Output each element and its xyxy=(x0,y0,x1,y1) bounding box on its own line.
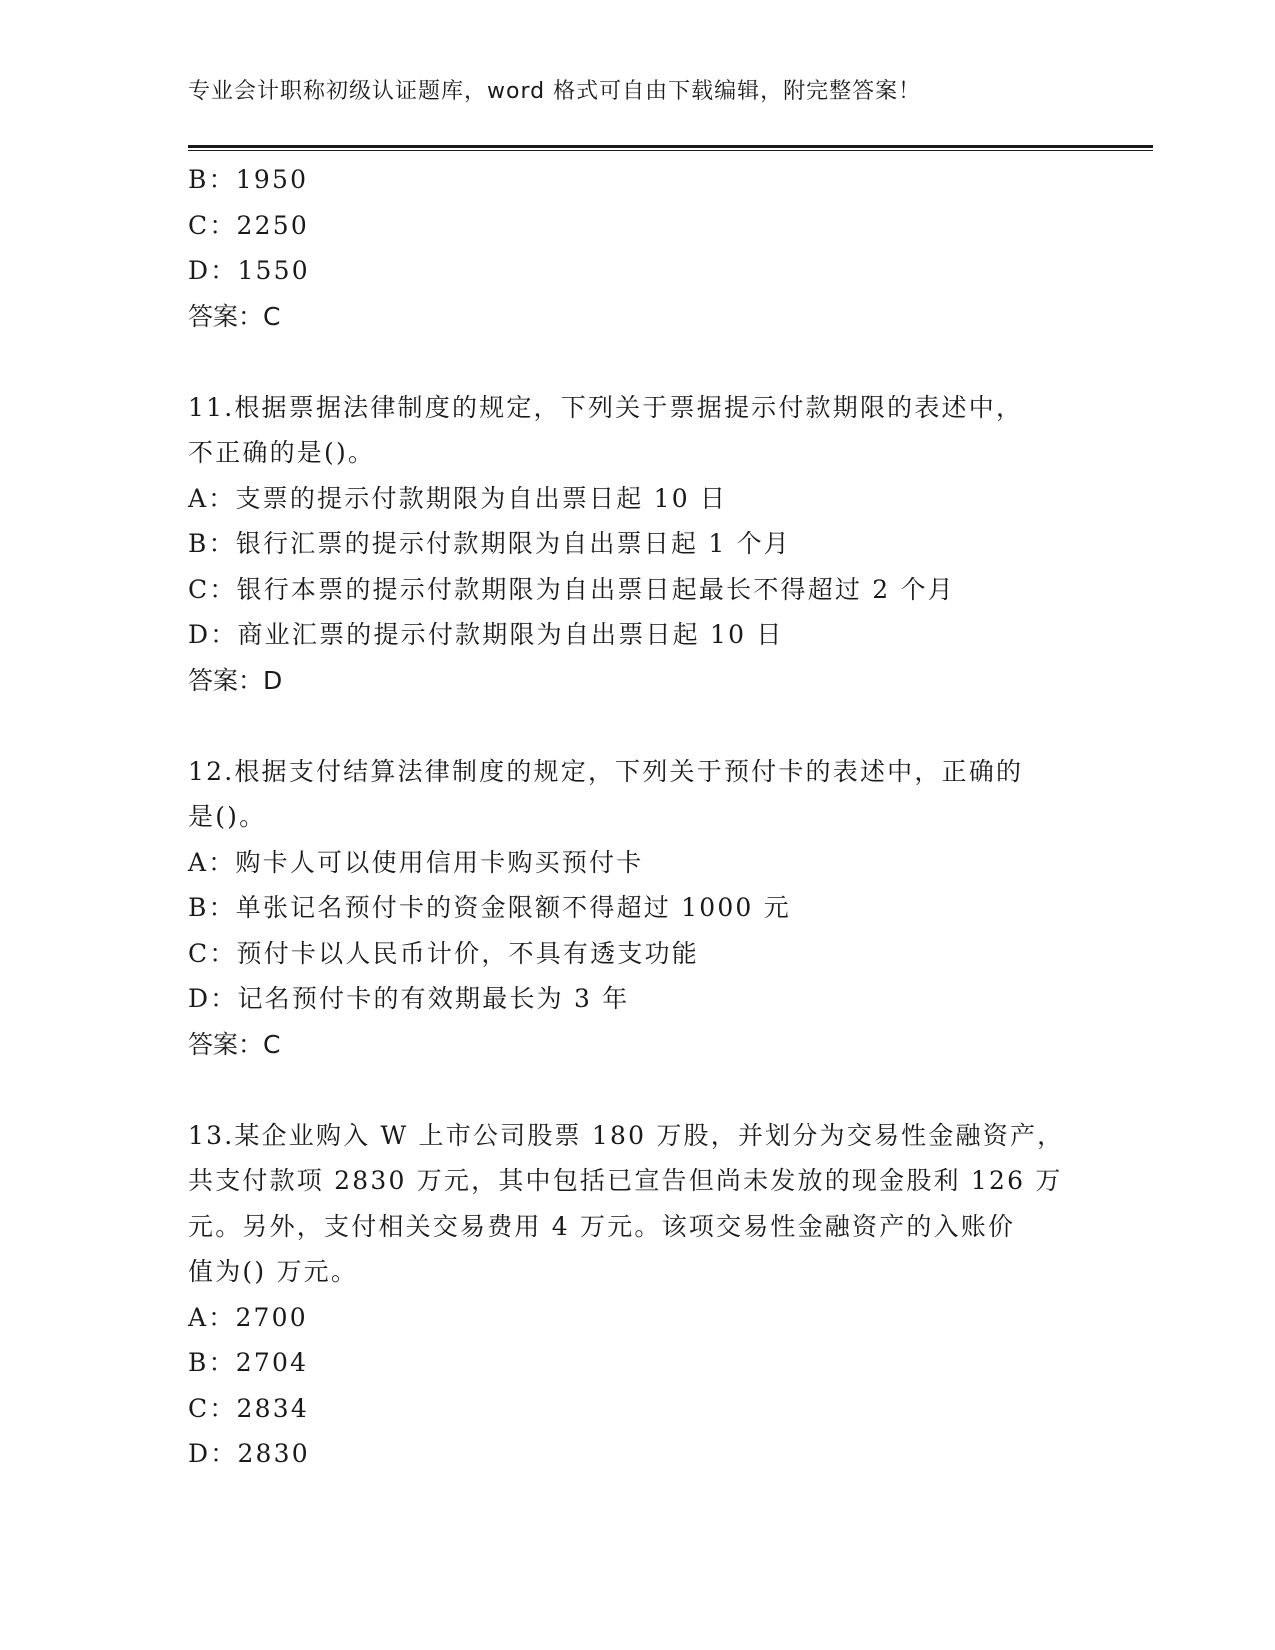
question-10-tail xyxy=(188,157,1088,339)
question-stem-line: 元。另外，支付相关交易费用 4 万元。该项交易性金融资产的入账价 xyxy=(188,1211,1016,1241)
answer-line: 答案：D xyxy=(188,665,283,695)
question-stem-line: 是()。 xyxy=(188,802,267,831)
option-b: B：银行汇票的提示付款期限为自出票日起 1 个月 xyxy=(188,529,791,558)
spacer xyxy=(188,1067,1088,1113)
header-rule xyxy=(188,145,1153,148)
question-12 xyxy=(188,749,1088,1068)
spacer xyxy=(188,703,1088,749)
question-stem-line: 值为() 万元。 xyxy=(188,1257,359,1286)
question-stem-line: 共支付款项 2830 万元，其中包括已宣告但尚未发放的现金股利 126 万 xyxy=(188,1166,1063,1195)
option-d: D：1550 xyxy=(188,256,310,285)
document-body xyxy=(188,157,1088,1477)
question-11 xyxy=(188,385,1088,704)
question-stem-line: 11.根据票据法律制度的规定，下列关于票据提示付款期限的表述中， xyxy=(188,392,1024,422)
question-stem-line: 13.某企业购入 W 上市公司股票 180 万股，并划分为交易性金融资产， xyxy=(188,1120,1065,1150)
header-rule-thin xyxy=(188,150,1153,151)
spacer xyxy=(188,339,1088,385)
option-c: C：2834 xyxy=(188,1393,309,1423)
option-b: B：2704 xyxy=(188,1348,309,1377)
option-b: B：1950 xyxy=(188,165,309,194)
page-header: 专业会计职称初级认证题库，word 格式可自由下载编辑，附完整答案！ xyxy=(188,79,922,104)
answer-line: 答案：C xyxy=(188,1029,281,1059)
option-d: D：2830 xyxy=(188,1439,310,1468)
answer-line: 答案：C xyxy=(188,301,281,331)
option-c: C：2250 xyxy=(188,210,309,240)
option-a: A：支票的提示付款期限为自出票日起 10 日 xyxy=(188,483,728,513)
option-a: A：2700 xyxy=(188,1302,308,1332)
option-d: D：商业汇票的提示付款期限为自出票日起 10 日 xyxy=(188,620,784,649)
question-stem-line: 12.根据支付结算法律制度的规定，下列关于预付卡的表述中，正确的 xyxy=(188,756,1024,786)
question-stem-line: 不正确的是()。 xyxy=(188,438,376,467)
question-13 xyxy=(188,1113,1088,1477)
option-a: A：购卡人可以使用信用卡购买预付卡 xyxy=(188,847,644,877)
option-d: D：记名预付卡的有效期最长为 3 年 xyxy=(188,984,630,1013)
option-c: C：银行本票的提示付款期限为自出票日起最长不得超过 2 个月 xyxy=(188,574,955,604)
option-b: B：单张记名预付卡的资金限额不得超过 1000 元 xyxy=(188,893,791,922)
option-c: C：预付卡以人民币计价，不具有透支功能 xyxy=(188,938,699,968)
